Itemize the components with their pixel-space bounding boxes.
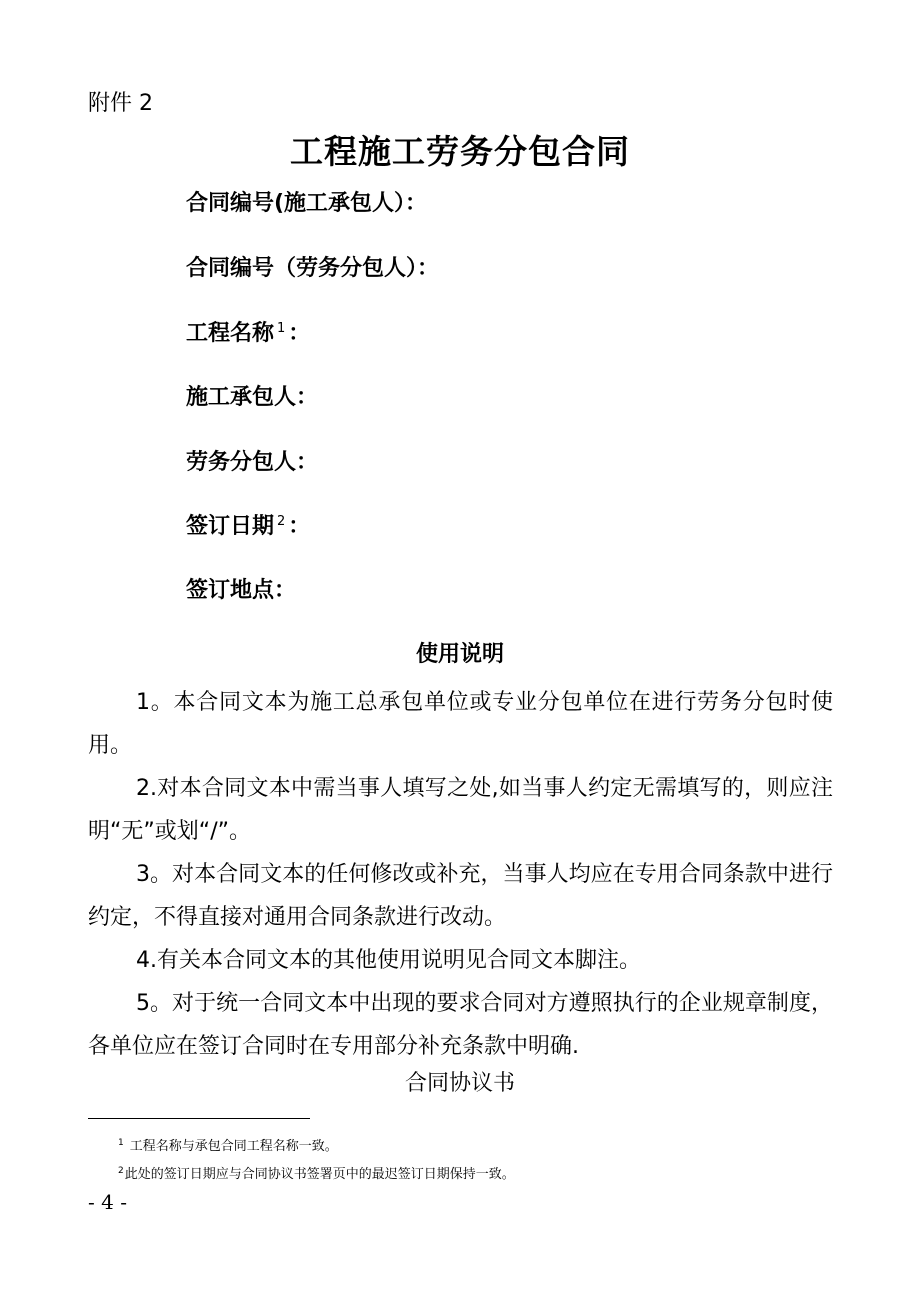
field-contract-number-contractor: 合同编号(施工承包人）： bbox=[186, 191, 428, 216]
field-signing-date-label: 签订日期 bbox=[186, 514, 275, 539]
field-construction-contractor: 施工承包人： bbox=[186, 385, 319, 410]
field-signing-place: 签订地点： bbox=[186, 578, 297, 603]
instruction-item-1: 1。本合同文本为施工总承包单位或专业分包单位在进行劳务分包时使用。 bbox=[88, 690, 833, 758]
field-labor-subcontractor: 劳务分包人： bbox=[186, 450, 319, 475]
footnote-ref-1: 1 bbox=[277, 320, 286, 336]
page-number: - 4 - bbox=[88, 1190, 127, 1214]
footnote-divider bbox=[88, 1118, 310, 1119]
footnote-2-mark: 2 bbox=[118, 1165, 124, 1176]
instruction-item-5: 5。对于统一合同文本中出现的要求合同对方遵照执行的企业规章制度，各单位应在签订合同时在专用部分补充条款中明确. bbox=[88, 991, 833, 1059]
instruction-item-3: 3。对本合同文本的任何修改或补充，当事人均应在专用合同条款中进行约定，不得直接对通用合同条款进行改动。 bbox=[88, 862, 833, 930]
footnote-1 bbox=[118, 1135, 338, 1154]
field-project-name-colon: ： bbox=[288, 321, 311, 346]
field-contract-number-subcontractor: 合同编号（劳务分包人）： bbox=[186, 256, 440, 281]
field-project-name bbox=[186, 316, 310, 347]
footnote-ref-2: 2 bbox=[277, 513, 286, 529]
field-signing-date-colon: ： bbox=[288, 514, 311, 539]
field-project-name-label: 工程名称 bbox=[186, 321, 275, 346]
instruction-item-4: 4.有关本合同文本的其他使用说明见合同文本脚注。 bbox=[136, 948, 641, 973]
agreement-heading: 合同协议书 bbox=[404, 1071, 515, 1096]
field-signing-date bbox=[186, 509, 310, 540]
instruction-item-2: 2.对本合同文本中需当事人填写之处,如当事人约定无需填写的，则应注明“无”或划“/”。 bbox=[88, 776, 833, 844]
footnote-2 bbox=[118, 1163, 515, 1182]
footnote-2-text: 此处的签订日期应与合同协议书签署页中的最迟签订日期保持一致。 bbox=[124, 1167, 515, 1182]
instructions-heading: 使用说明 bbox=[415, 642, 504, 667]
contract-title: 工程施工劳务分包合同 bbox=[290, 132, 630, 171]
attachment-label: 附件 2 bbox=[88, 91, 153, 116]
footnote-1-mark: 1 bbox=[118, 1137, 124, 1148]
footnote-1-text: 工程名称与承包合同工程名称一致。 bbox=[129, 1139, 338, 1154]
